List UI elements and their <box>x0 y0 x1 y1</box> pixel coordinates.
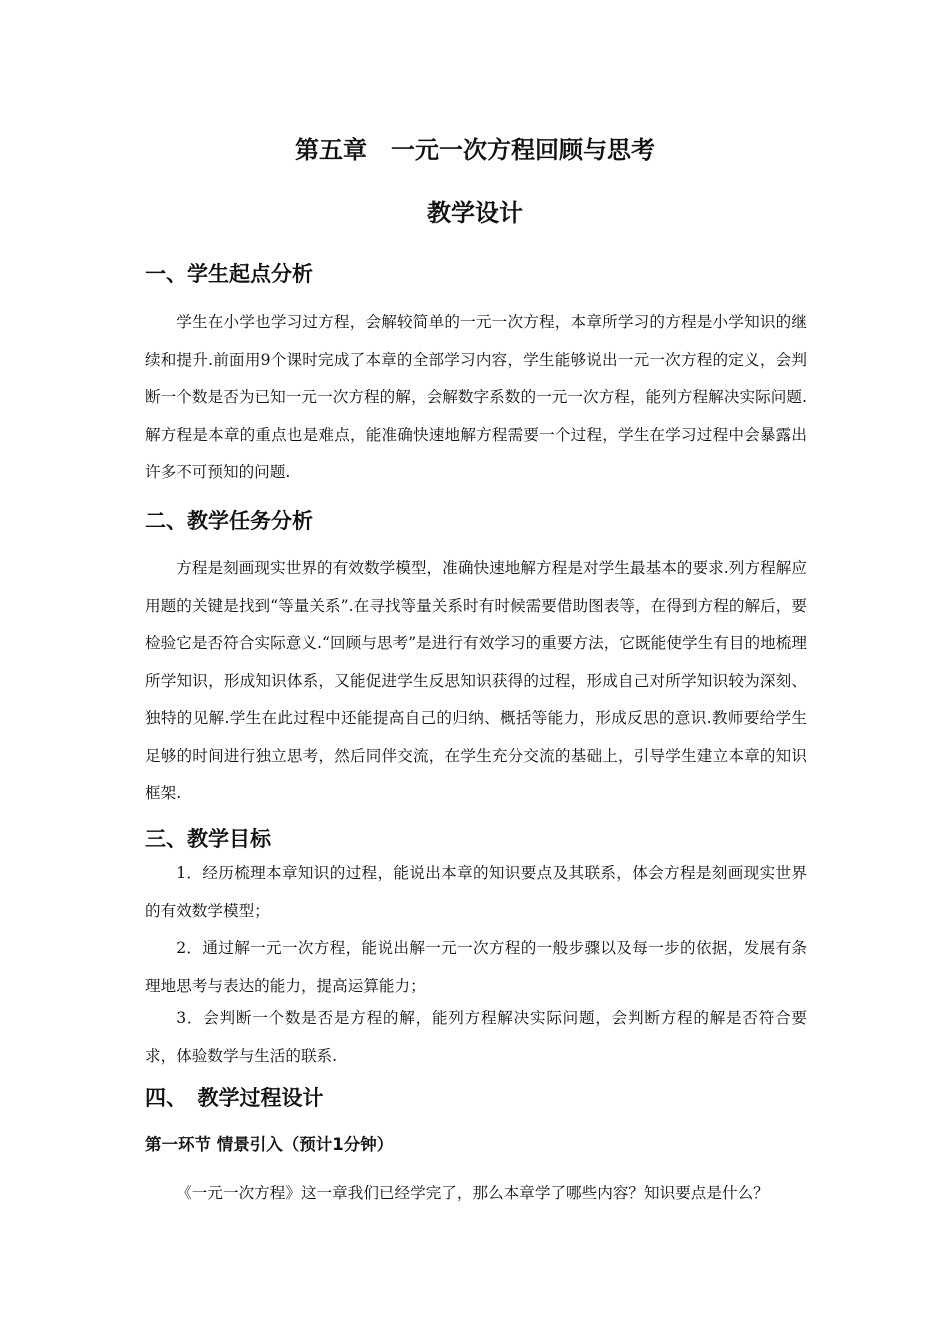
document-title: 第五章 一元一次方程回顾与思考 <box>295 136 655 164</box>
paragraph-text: 《一元一次方程》这一章我们已经学完了，那么本章学了哪些内容？知识要点是什么？ <box>176 1184 769 1202</box>
objective-item-2 <box>145 930 807 1005</box>
paragraph-text: 方程是刻画现实世界的有效数学模型，准确快速地解方程是对学生最基本的要求.列方程解应用题的关键是找到“等量关系”.在寻找等量关系时有时候需要借助图表等，在得到方程的解后，要检验它是否符合实际意义.“回顾与思考”是进行有效学习的重要方法，它既能使学生有目的地梳理所学知识，形成知识体系，又能促进学生反思知识获得的过程，形成自己对所学知识较为深刻、独特的见解.学生在此过程中还能提高自己的归纳、概括等能力，形成反思的意识.教师要给学生足够的时间进行独立思考，然后同伴交流，在学生充分交流的基础上，引导学生建立本章的知识框架. <box>145 559 807 802</box>
objective-item-1 <box>145 855 807 930</box>
subsection-heading-intro: 第一环节 情景引入（预计1分钟） <box>145 1135 394 1154</box>
objective-text: 3．会判断一个数是否是方程的解，能列方程解决实际问题，会判断方程的解是否符合要求，体验数学与生活的联系. <box>145 1009 807 1065</box>
objective-text: 2．通过解一元一次方程，能说出解一元一次方程的一般步骤以及每一步的依据，发展有条理地思考与表达的能力，提高运算能力； <box>145 939 807 995</box>
section-paragraph-student-analysis <box>145 304 807 492</box>
section-heading-process-design: 四、 教学过程设计 <box>145 1086 324 1110</box>
document-subtitle: 教学设计 <box>427 199 523 227</box>
section-paragraph-intro <box>145 1175 807 1213</box>
paragraph-text: 学生在小学也学习过方程，会解较简单的一元一次方程，本章所学习的方程是小学知识的继续和提升.前面用9个课时完成了本章的全部学习内容，学生能够说出一元一次方程的定义，会判断一个数是否为已知一元一次方程的解，会解数字系数的一元一次方程，能列方程解决实际问题.解方程是本章的重点也是难点，能准确快速地解方程需要一个过程，学生在学习过程中会暴露出许多不可预知的问题. <box>145 313 807 481</box>
objective-text: 1．经历梳理本章知识的过程，能说出本章的知识要点及其联系，体会方程是刻画现实世界的有效数学模型； <box>145 864 807 920</box>
section-heading-student-analysis: 一、学生起点分析 <box>145 262 313 286</box>
section-heading-task-analysis: 二、教学任务分析 <box>145 509 313 533</box>
section-paragraph-task-analysis <box>145 550 807 813</box>
section-heading-objectives: 三、教学目标 <box>145 827 271 851</box>
objective-item-3 <box>145 1000 807 1075</box>
